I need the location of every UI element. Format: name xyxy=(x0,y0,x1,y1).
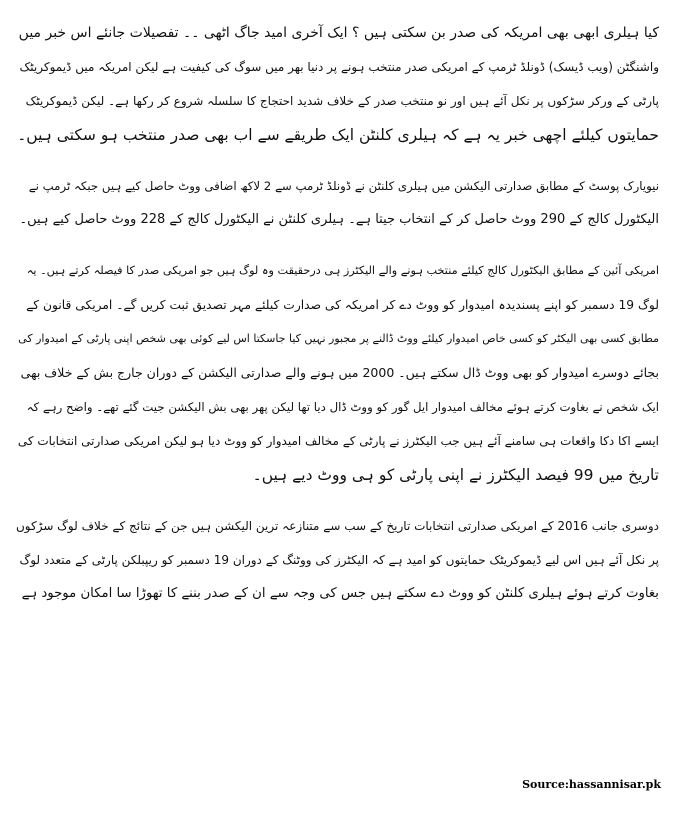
paragraph-line: لوگ 19 دسمبر کو اپنے پسندیدہ امیدوار کو ووٹ دے کر امریکہ کی صدارت کیلئے مہر تصدیق ثبت کریں گے۔ امریکی قانون کے xyxy=(26,298,659,312)
paragraph-line: الیکٹورل کالج کے 290 ووٹ حاصل کر کے انتخاب جیتا ہے۔ ہیلری کلنٹن نے الیکٹورل کالج کے 228 ووٹ حاصل کیے ہیں۔ xyxy=(19,212,659,227)
paragraph-line: واشنگٹن (ویب ڈیسک) ڈونلڈ ٹرمپ کے امریکی صدر منتخب ہونے پر دنیا بھر میں سوگ کی کیفیت ہے لیکن امریکہ میں ڈیموکریٹک xyxy=(19,60,659,74)
article-paragraph xyxy=(16,254,659,492)
paragraph-line: پارٹی کے ورکر سڑکوں پر نکل آئے ہیں اور نو منتخب صدر کے خلاف شدید احتجاج کا سلسلہ شروع کر رکھا ہے۔ لیکن ڈیموکریٹک xyxy=(25,94,659,108)
source-credit: Source:hassannisar.pk xyxy=(522,778,661,791)
paragraph-line: پر نکل آئے ہیں اس لیے ڈیموکریٹک حمایتوں کو امید ہے کہ الیکٹرز کی ووٹنگ کے دوران 19 دسمبر کو ریپبلکن پارٹی کے متعدد لوگ xyxy=(19,553,659,567)
article-paragraph xyxy=(16,509,659,611)
article-body xyxy=(16,16,659,628)
paragraph-line: ایک شخص نے بغاوت کرتے ہوئے مخالف امیدوار ایل گور کو ووٹ ڈال دیا تھا لیکن پھر بھی بش الیکشن جیت گئے تھے۔ واضح رہے کہ xyxy=(26,400,659,414)
paragraph-line: تاریخ میں 99 فیصد الیکٹرز نے اپنی پارٹی کو ہی ووٹ دیے ہیں۔ xyxy=(252,466,659,484)
paragraph-line: دوسری جانب 2016 کے امریکی صدارتی انتخابات تاریخ کے سب سے متنازعہ ترین الیکشن ہیں جن کے نتائج کے خلاف لوگ سڑکوں xyxy=(15,519,659,533)
paragraph-line: ایسے اکا دکا واقعات ہی سامنے آئے ہیں جب الیکٹرز نے پارٹی کے مخالف امیدوار کو ووٹ دیا ہو لیکن امریکی صدارتی انتخابات کی xyxy=(17,434,659,448)
paragraph-line: بجائے دوسرے امیدوار کو بھی ووٹ ڈال سکتے ہیں۔ 2000 میں ہونے والے صدارتی الیکشن کے دوران جارج بش کے خلاف بھی xyxy=(20,365,659,380)
article-paragraph xyxy=(16,169,659,237)
paragraph-line: مطابق کسی بھی الیکٹر کو کسی خاص امیدوار کیلئے ووٹ ڈالنے پر مجبور نہیں کیا جاسکتا اس لیے کوئی بھی شخص اپنی پارٹی کے امیدوار کی xyxy=(18,332,659,345)
paragraph-line: نیویارک پوسٹ کے مطابق صدارتی الیکشن میں ہیلری کلنٹن نے ڈونلڈ ٹرمپ سے 2 لاکھ اضافی ووٹ حاصل کیے ہیں جبکہ ٹرمپ نے xyxy=(28,179,659,193)
article-paragraph xyxy=(16,16,659,152)
paragraph-line: حمایتوں کیلئے اچھی خبر یہ ہے کہ ہیلری کلنٹن ایک طریقے سے اب بھی صدر منتخب ہو سکتی ہیں۔ xyxy=(17,126,659,144)
paragraph-line: کیا ہیلری ابھی بھی امریکہ کی صدر بن سکتی ہیں ؟ ایک آخری امید جاگ اٹھی ۔۔ تفصیلات جانئے اس خبر میں xyxy=(18,25,659,41)
paragraph-line: امریکی آئین کے مطابق الیکٹورل کالج کیلئے منتخب ہونے والے الیکٹرز ہی درحقیقت وہ لوگ ہیں جو امریکی صدر کا فیصلہ کرتے ہیں۔ یہ xyxy=(26,264,659,277)
paragraph-line: بغاوت کرتے ہوئے ہیلری کلنٹن کو ووٹ دے سکتے ہیں جس کی وجہ سے ان کے صدر بننے کا تھوڑا سا امکان موجود ہے xyxy=(21,586,659,601)
